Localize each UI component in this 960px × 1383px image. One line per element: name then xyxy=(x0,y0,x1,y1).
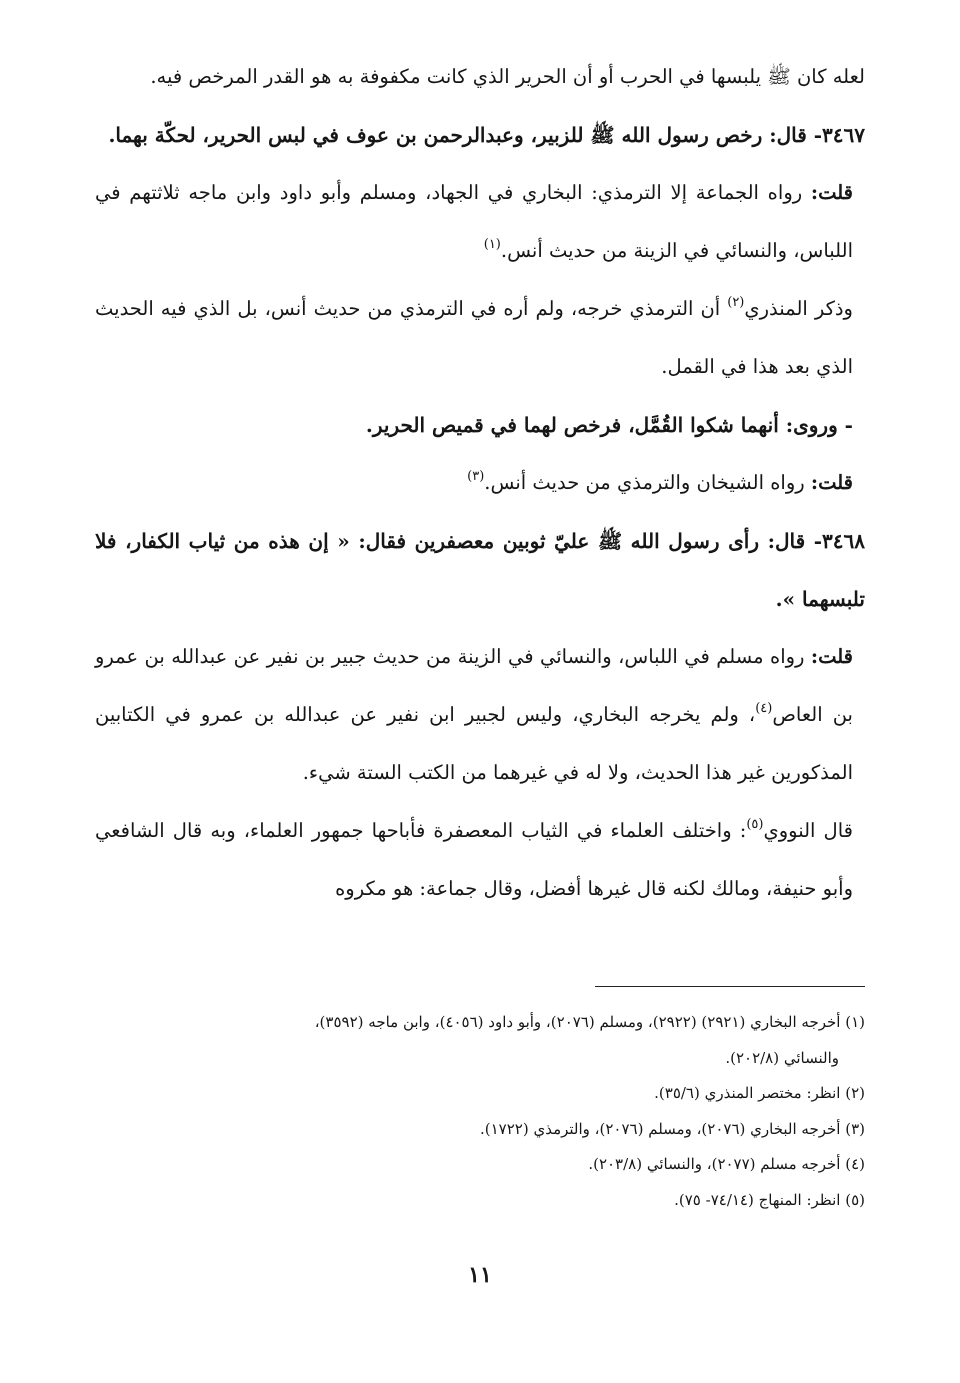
footnote-separator xyxy=(595,986,865,987)
footnotes xyxy=(95,1005,865,1218)
hadith-text: ٣٤٦٧- قال: رخص رسول الله ﷺ للزبير، وعبدالرحمن بن عوف في لبس الحرير، لحكّة بهما. xyxy=(108,123,865,147)
commentary-paragraph-1 xyxy=(95,164,865,280)
hadith-3467 xyxy=(95,106,865,164)
footnote-ref-2: (٢) xyxy=(727,295,745,310)
commentary-paragraph-5 xyxy=(95,802,865,918)
hadith-3468 xyxy=(95,512,865,628)
paragraph-text: أن الترمذي خرجه، ولم أره في الترمذي من حديث أنس، بل الذي فيه الحديث الذي بعد هذا في القمل. xyxy=(95,297,853,378)
commentary-paragraph-3 xyxy=(95,454,865,512)
narration-line xyxy=(95,396,865,454)
paragraph-text: ، ولم يخرجه البخاري، وليس لجبير ابن نفير عن عبدالله بن عمرو في الكتابين المذكورين غير هذا الحديث، ولا له في غيرهما من الكتب الستة شيء. xyxy=(95,703,853,784)
paragraph-text: رواه مسلم في اللباس، والنسائي في الزينة من حديث جبير بن نفير عن عبدالله بن عمرو بن العاص xyxy=(95,645,853,726)
footnote-3: (٣) أخرجه البخاري (٢٠٧٦)، ومسلم (٢٠٧٦)، والترمذي (١٧٢٢). xyxy=(479,1119,865,1138)
narration-text: - وروى: أنهما شكوا القُمَّل، فرخص لهما في قميص الحرير. xyxy=(365,413,853,437)
footnote-4: (٤) أخرجه مسلم (٢٠٧٧)، والنسائي (٢٠٣/٨). xyxy=(588,1155,865,1173)
paragraph-text: قال النووي xyxy=(763,819,853,842)
qultu-label: قلت: xyxy=(810,471,853,494)
footnote-ref-3: (٣) xyxy=(467,469,485,484)
main-text xyxy=(95,48,865,918)
footnote-1-continuation: والنسائي (٢٠٢/٨). xyxy=(725,1048,839,1067)
footnote-ref-1: (١) xyxy=(483,237,501,252)
paragraph-text: رواه الشيخان والترمذي من حديث أنس. xyxy=(484,471,811,494)
footnote-5: (٥) انظر: المنهاج (٧٤/١٤- ٧٥). xyxy=(674,1190,865,1209)
paragraph-text: لعله كان ﷺ يلبسها في الحرب أو أن الحرير الذي كانت مكفوفة به هو القدر المرخص فيه. xyxy=(150,65,865,88)
footnote-1: (١) أخرجه البخاري (٢٩٢١) (٢٩٢٢)، ومسلم (٢٠٧٦)، وأبو داود (٤٠٥٦)، وابن ماجه (٣٥٩٢)، xyxy=(314,1013,865,1031)
page-number: ١١ xyxy=(468,1262,492,1288)
footnote-ref-4: (٤) xyxy=(755,701,773,716)
qultu-label: قلت: xyxy=(810,181,853,204)
footnote-2: (٢) انظر: مختصر المنذري (٣٥/٦). xyxy=(654,1084,865,1102)
paragraph-text: رواه الجماعة إلا الترمذي: البخاري في الجهاد، ومسلم وأبو داود وابن ماجه ثلاثتهم في اللباس، والنسائي في الزينة من حديث أنس. xyxy=(95,181,853,262)
paragraph-text: وذكر المنذري xyxy=(744,297,853,320)
commentary-paragraph-4 xyxy=(95,628,865,802)
hadith-text: ٣٤٦٨- قال: رأى رسول الله ﷺ عليّ ثوبين معصفرين فقال: « إن هذه من ثياب الكفار، فلا تلبسهما ». xyxy=(95,529,865,611)
qultu-label: قلت: xyxy=(810,645,853,668)
paragraph-text: : واختلف العلماء في الثياب المعصفرة فأباحها جمهور العلماء، وبه قال الشافعي وأبو حنيفة، ومالك لكنه قال غيرها أفضل، وقال جماعة: هو مكروه xyxy=(95,819,853,900)
paragraph-continuation xyxy=(95,48,865,106)
footnote-ref-5: (٥) xyxy=(746,817,764,832)
commentary-paragraph-2 xyxy=(95,280,865,396)
